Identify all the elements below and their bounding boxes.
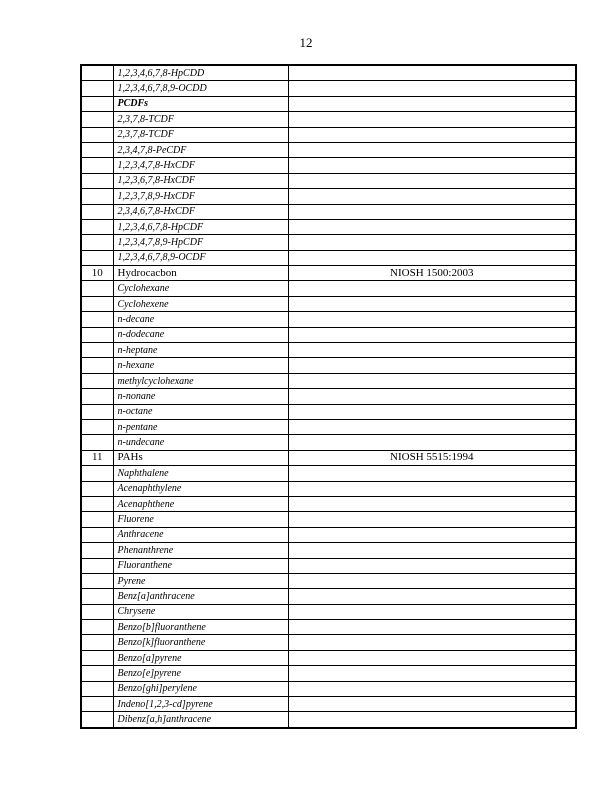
method-cell	[288, 589, 576, 604]
table-row	[81, 466, 576, 481]
compound-name-cell: 1,2,3,4,6,7,8,9-OCDD	[113, 81, 288, 96]
table-row	[81, 96, 576, 111]
compound-name-cell: methylcyclohexane	[113, 373, 288, 388]
table-row	[81, 666, 576, 681]
compound-name-cell: n-dodecane	[113, 327, 288, 342]
row-number-cell	[81, 543, 113, 558]
table-row	[81, 435, 576, 450]
method-cell	[288, 496, 576, 511]
compound-name-cell: Cyclohexene	[113, 296, 288, 311]
row-number-cell	[81, 235, 113, 250]
compound-name-cell: 1,2,3,6,7,8-HxCDF	[113, 173, 288, 188]
table-row	[81, 173, 576, 188]
table-row	[81, 635, 576, 650]
method-cell	[288, 604, 576, 619]
method-cell	[288, 620, 576, 635]
compound-name-cell: n-undecane	[113, 435, 288, 450]
table-row	[81, 589, 576, 604]
row-number-cell	[81, 96, 113, 111]
method-cell	[288, 189, 576, 204]
method-cell	[288, 419, 576, 434]
method-cell	[288, 312, 576, 327]
compound-name-cell: Cyclohexane	[113, 281, 288, 296]
compound-name-cell: 2,3,7,8-TCDF	[113, 112, 288, 127]
table-row	[81, 112, 576, 127]
method-cell	[288, 712, 576, 728]
method-cell	[288, 697, 576, 712]
compound-name-cell: PAHs	[113, 450, 288, 465]
method-cell	[288, 666, 576, 681]
row-number-cell	[81, 681, 113, 696]
row-number-cell	[81, 127, 113, 142]
table-row	[81, 327, 576, 342]
table-row	[81, 358, 576, 373]
compound-name-cell: Acenaphthylene	[113, 481, 288, 496]
compound-name-cell: Phenanthrene	[113, 543, 288, 558]
compound-name-cell: Fluoranthene	[113, 558, 288, 573]
row-number-cell	[81, 389, 113, 404]
compound-name-cell: 2,3,4,6,7,8-HxCDF	[113, 204, 288, 219]
row-number-cell	[81, 158, 113, 173]
row-number-cell	[81, 604, 113, 619]
row-number-cell	[81, 65, 113, 81]
row-number-cell	[81, 512, 113, 527]
table-row	[81, 512, 576, 527]
method-cell	[288, 296, 576, 311]
row-number-cell	[81, 250, 113, 265]
table-row	[81, 527, 576, 542]
table-row	[81, 558, 576, 573]
method-cell	[288, 219, 576, 234]
table-row	[81, 481, 576, 496]
table-row	[81, 204, 576, 219]
row-number-cell	[81, 173, 113, 188]
table-row	[81, 235, 576, 250]
method-cell	[288, 281, 576, 296]
table-row	[81, 389, 576, 404]
row-number-cell	[81, 435, 113, 450]
row-number-cell	[81, 620, 113, 635]
row-number-cell	[81, 204, 113, 219]
compound-name-cell: 1,2,3,4,7,8,9-HpCDF	[113, 235, 288, 250]
table-row	[81, 127, 576, 142]
compound-name-cell: Anthracene	[113, 527, 288, 542]
row-number-cell	[81, 219, 113, 234]
table-row	[81, 496, 576, 511]
table-row	[81, 65, 576, 81]
table-row	[81, 250, 576, 265]
table-row	[81, 697, 576, 712]
compound-name-cell: 1,2,3,7,8,9-HxCDF	[113, 189, 288, 204]
compound-name-cell: n-decane	[113, 312, 288, 327]
row-number-cell	[81, 419, 113, 434]
row-number-cell	[81, 404, 113, 419]
method-cell	[288, 650, 576, 665]
method-cell	[288, 343, 576, 358]
compound-name-cell: Benzo[k]fluoranthene	[113, 635, 288, 650]
table-row	[81, 219, 576, 234]
compound-name-cell: PCDFs	[113, 96, 288, 111]
row-number-cell	[81, 281, 113, 296]
compound-name-cell: Benzo[a]pyrene	[113, 650, 288, 665]
method-cell	[288, 158, 576, 173]
compound-name-cell: n-octane	[113, 404, 288, 419]
method-cell: NIOSH 1500:2003	[288, 266, 576, 281]
row-number-cell	[81, 481, 113, 496]
method-cell	[288, 573, 576, 588]
compound-name-cell: 1,2,3,4,6,7,8-HpCDD	[113, 65, 288, 81]
compound-name-cell: n-hexane	[113, 358, 288, 373]
method-cell	[288, 173, 576, 188]
table-row	[81, 158, 576, 173]
row-number-cell	[81, 496, 113, 511]
row-number-cell	[81, 189, 113, 204]
compound-name-cell: Benzo[ghi]perylene	[113, 681, 288, 696]
compound-name-cell: Benzo[b]fluoranthene	[113, 620, 288, 635]
compound-name-cell: 2,3,4,7,8-PeCDF	[113, 142, 288, 157]
table-row	[81, 650, 576, 665]
table-group-row	[81, 266, 576, 281]
compound-name-cell: 1,2,3,4,7,8-HxCDF	[113, 158, 288, 173]
row-number-cell	[81, 312, 113, 327]
compound-name-cell: 2,3,7,8-TCDF	[113, 127, 288, 142]
compound-name-cell: Naphthalene	[113, 466, 288, 481]
method-cell	[288, 250, 576, 265]
method-cell	[288, 404, 576, 419]
table-row	[81, 312, 576, 327]
row-number-cell	[81, 527, 113, 542]
method-cell	[288, 112, 576, 127]
method-cell	[288, 527, 576, 542]
compound-name-cell: Acenaphthene	[113, 496, 288, 511]
table-row	[81, 281, 576, 296]
compound-name-cell: 1,2,3,4,6,7,8,9-OCDF	[113, 250, 288, 265]
compound-name-cell: Benz[a]anthracene	[113, 589, 288, 604]
method-cell	[288, 635, 576, 650]
method-cell	[288, 96, 576, 111]
method-cell	[288, 204, 576, 219]
row-number-cell: 11	[81, 450, 113, 465]
row-number-cell	[81, 650, 113, 665]
compound-name-cell: Indeno[1,2,3-cd]pyrene	[113, 697, 288, 712]
row-number-cell	[81, 635, 113, 650]
compound-name-cell: 1,2,3,4,6,7,8-HpCDF	[113, 219, 288, 234]
row-number-cell	[81, 343, 113, 358]
table-row	[81, 189, 576, 204]
row-number-cell	[81, 697, 113, 712]
row-number-cell	[81, 466, 113, 481]
method-cell	[288, 81, 576, 96]
table-row	[81, 343, 576, 358]
parameter-table	[80, 64, 577, 729]
table-group-row	[81, 450, 576, 465]
table-row	[81, 296, 576, 311]
table-row	[81, 604, 576, 619]
row-number-cell	[81, 666, 113, 681]
row-number-cell	[81, 373, 113, 388]
row-number-cell	[81, 558, 113, 573]
method-cell	[288, 358, 576, 373]
table-row	[81, 573, 576, 588]
table-row	[81, 419, 576, 434]
compound-name-cell: Dibenz[a,h]anthracene	[113, 712, 288, 728]
row-number-cell	[81, 112, 113, 127]
method-cell: NIOSH 5515:1994	[288, 450, 576, 465]
page-number: 12	[299, 35, 313, 50]
compound-name-cell: Hydrocacbon	[113, 266, 288, 281]
method-cell	[288, 466, 576, 481]
compound-name-cell: Benzo[e]pyrene	[113, 666, 288, 681]
method-cell	[288, 127, 576, 142]
compound-name-cell: n-heptane	[113, 343, 288, 358]
row-number-cell	[81, 589, 113, 604]
method-cell	[288, 327, 576, 342]
method-cell	[288, 681, 576, 696]
compound-name-cell: Fluorene	[113, 512, 288, 527]
method-cell	[288, 543, 576, 558]
method-cell	[288, 512, 576, 527]
method-cell	[288, 142, 576, 157]
table-body	[81, 65, 576, 728]
table-row	[81, 81, 576, 96]
compound-name-cell: n-nonane	[113, 389, 288, 404]
row-number-cell	[81, 296, 113, 311]
method-cell	[288, 235, 576, 250]
row-number-cell	[81, 142, 113, 157]
table-row	[81, 681, 576, 696]
row-number-cell	[81, 358, 113, 373]
method-cell	[288, 373, 576, 388]
table-row	[81, 620, 576, 635]
row-number-cell	[81, 573, 113, 588]
row-number-cell	[81, 712, 113, 728]
row-number-cell	[81, 81, 113, 96]
table-row	[81, 142, 576, 157]
compound-name-cell: Pyrene	[113, 573, 288, 588]
compound-name-cell: Chrysene	[113, 604, 288, 619]
table-row	[81, 712, 576, 728]
table-row	[81, 543, 576, 558]
compound-name-cell: n-pentane	[113, 419, 288, 434]
method-cell	[288, 65, 576, 81]
table-row	[81, 373, 576, 388]
method-cell	[288, 481, 576, 496]
row-number-cell: 10	[81, 266, 113, 281]
method-cell	[288, 435, 576, 450]
row-number-cell	[81, 327, 113, 342]
table-row	[81, 404, 576, 419]
method-cell	[288, 558, 576, 573]
method-cell	[288, 389, 576, 404]
